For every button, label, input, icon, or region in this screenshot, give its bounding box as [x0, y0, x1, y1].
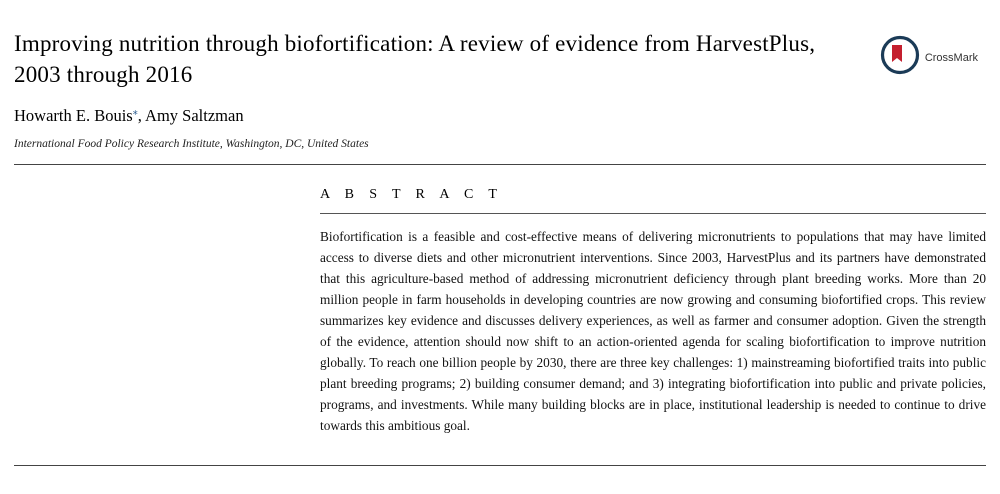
author-separator: , [137, 106, 146, 126]
abstract-section [320, 187, 986, 436]
author-line [14, 106, 986, 126]
crossmark-badge[interactable] [879, 34, 978, 81]
article-title: Improving nutrition through biofortification: A review of evidence from HarvestPlus, 2003 through 2016 [14, 31, 816, 88]
affiliation: International Food Policy Research Institute, Washington, DC, United States [14, 138, 369, 151]
abstract-heading-divider [320, 213, 986, 214]
header-row [14, 0, 986, 90]
author-2: Amy Saltzman [145, 106, 244, 126]
crossmark-label: CrossMark [924, 51, 978, 64]
header-divider [14, 164, 986, 165]
crossmark-icon [879, 34, 921, 81]
author-1-corresponding-note[interactable]: ⁎ [132, 106, 138, 118]
abstract-text: Biofortification is a feasible and cost-effective means of delivering micronutrients to populations that may have limited access to diverse diets and other micronutrient interventions. Since 2003, HarvestPlus and its partners have demonstrated that this agriculture-based method of addressing micronutrient deficiency through plant breeding works. More than 20 million people in farm households in developing countries are now growing and consuming biofortified crops. This review summarizes key evidence and discusses delivery experiences, as well as farmer and consumer adoption. Given the strength of the evidence, attention should now shift to an action-oriented agenda for scaling biofortification to improve nutrition globally. To reach one billion people by 2030, there are three key challenges: 1) mainstreaming biofortified traits into public plant breeding programs; 2) building consumer demand; and 3) integrating biofortification into public and private policies, programs, and investments. While many building blocks are in place, institutional leadership is needed to continue to drive towards this ambitious goal. [320, 229, 986, 434]
abstract-heading: A B S T R A C T [320, 187, 503, 203]
footer-divider [14, 465, 986, 466]
author-1: Howarth E. Bouis [14, 106, 133, 126]
